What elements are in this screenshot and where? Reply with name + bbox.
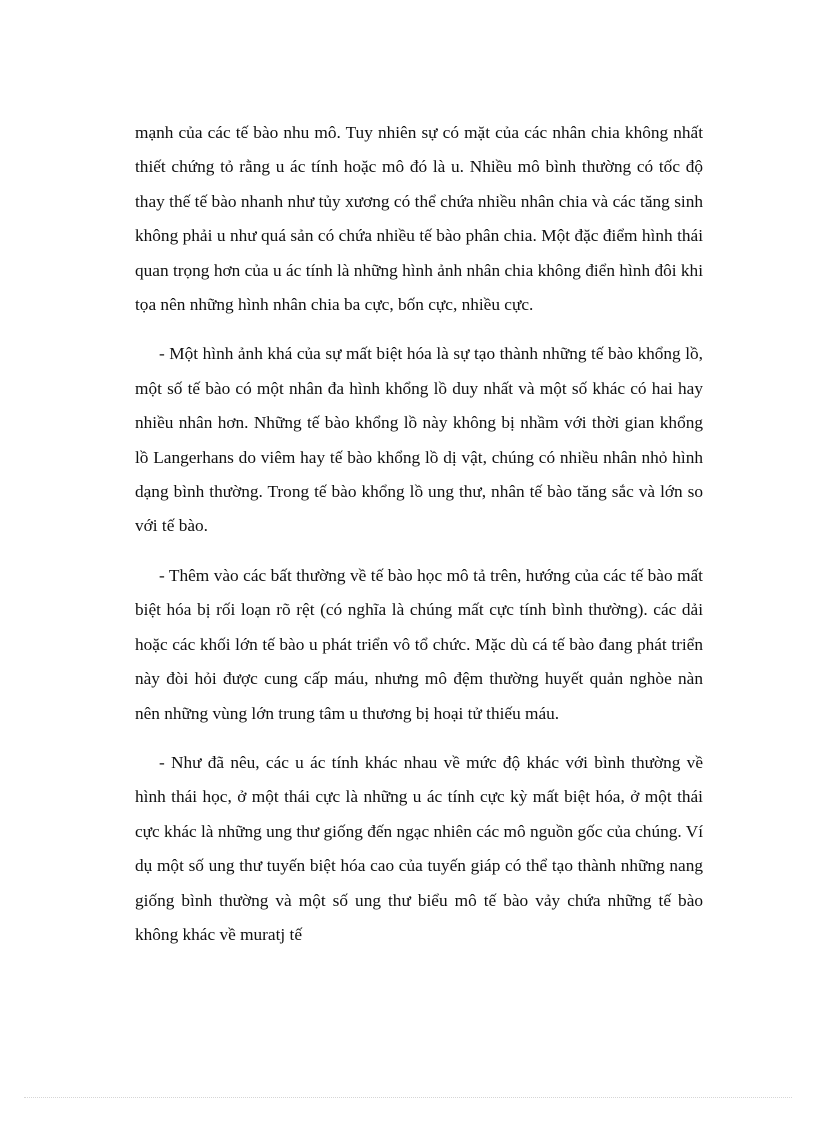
paragraph-3: - Thêm vào các bất thường về tế bào học mô tả trên, hướng của các tế bào mất biệt hóa bị rối loạn rõ rệt (có nghĩa là chúng mất cực tính bình thường). các dải hoặc các khối lớn tế bào u phát triển vô tổ chức. Mặc dù cá tế bào đang phát triển này đòi hỏi được cung cấp máu, nhưng mô đệm thường huyết quản nghòe nàn nên những vùng lớn trung tâm u thương bị hoại tử thiếu máu. bbox=[135, 565, 703, 723]
body-text bbox=[135, 116, 703, 967]
paragraph-4: - Như đã nêu, các u ác tính khác nhau về mức độ khác với bình thường về hình thái học, ở một thái cực là những u ác tính cực kỳ mất biệt hóa, ở một thái cực khác là những ung thư giống đến ngạc nhiên các mô nguồn gốc của chúng. Ví dụ một số ung thư tuyến biệt hóa cao của tuyến giáp có thể tạo thành những nang giống bình thường và một số ung thư biểu mô tế bào vảy chứa những tế bào không khác về muratj tế bbox=[135, 752, 703, 944]
paragraph-2: - Một hình ảnh khá của sự mất biệt hóa là sự tạo thành những tế bào khổng lồ, một số tế bào có một nhân đa hình khổng lồ duy nhất và một số khác có hai hay nhiều nhân hơn. Những tế bào khổng lồ này không bị nhầm với thời gian khổng lồ Langerhans do viêm hay tế bào khổng lồ dị vật, chúng có nhiều nhân nhỏ hình dạng bình thường. Trong tế bào khổng lồ ung thư, nhân tế bào tăng sắc và lớn so với tế bào. bbox=[135, 344, 703, 536]
page-bottom-divider bbox=[24, 1097, 792, 1098]
paragraph-1: mạnh của các tế bào nhu mô. Tuy nhiên sự có mặt của các nhân chia không nhất thiết chứng tỏ rằng u ác tính hoặc mô đó là u. Nhiều mô bình thường có tốc độ thay thế tế bào nhanh như tủy xương có thể chứa nhiều nhân chia và các tăng sinh không phải u như quá sản có chứa nhiều tế bào phân chia. Một đặc điểm hình thái quan trọng hơn của u ác tính là những hình ảnh nhân chia không điển hình đôi khi tọa nên những hình nhân chia ba cực, bốn cực, nhiều cực. bbox=[135, 123, 703, 315]
